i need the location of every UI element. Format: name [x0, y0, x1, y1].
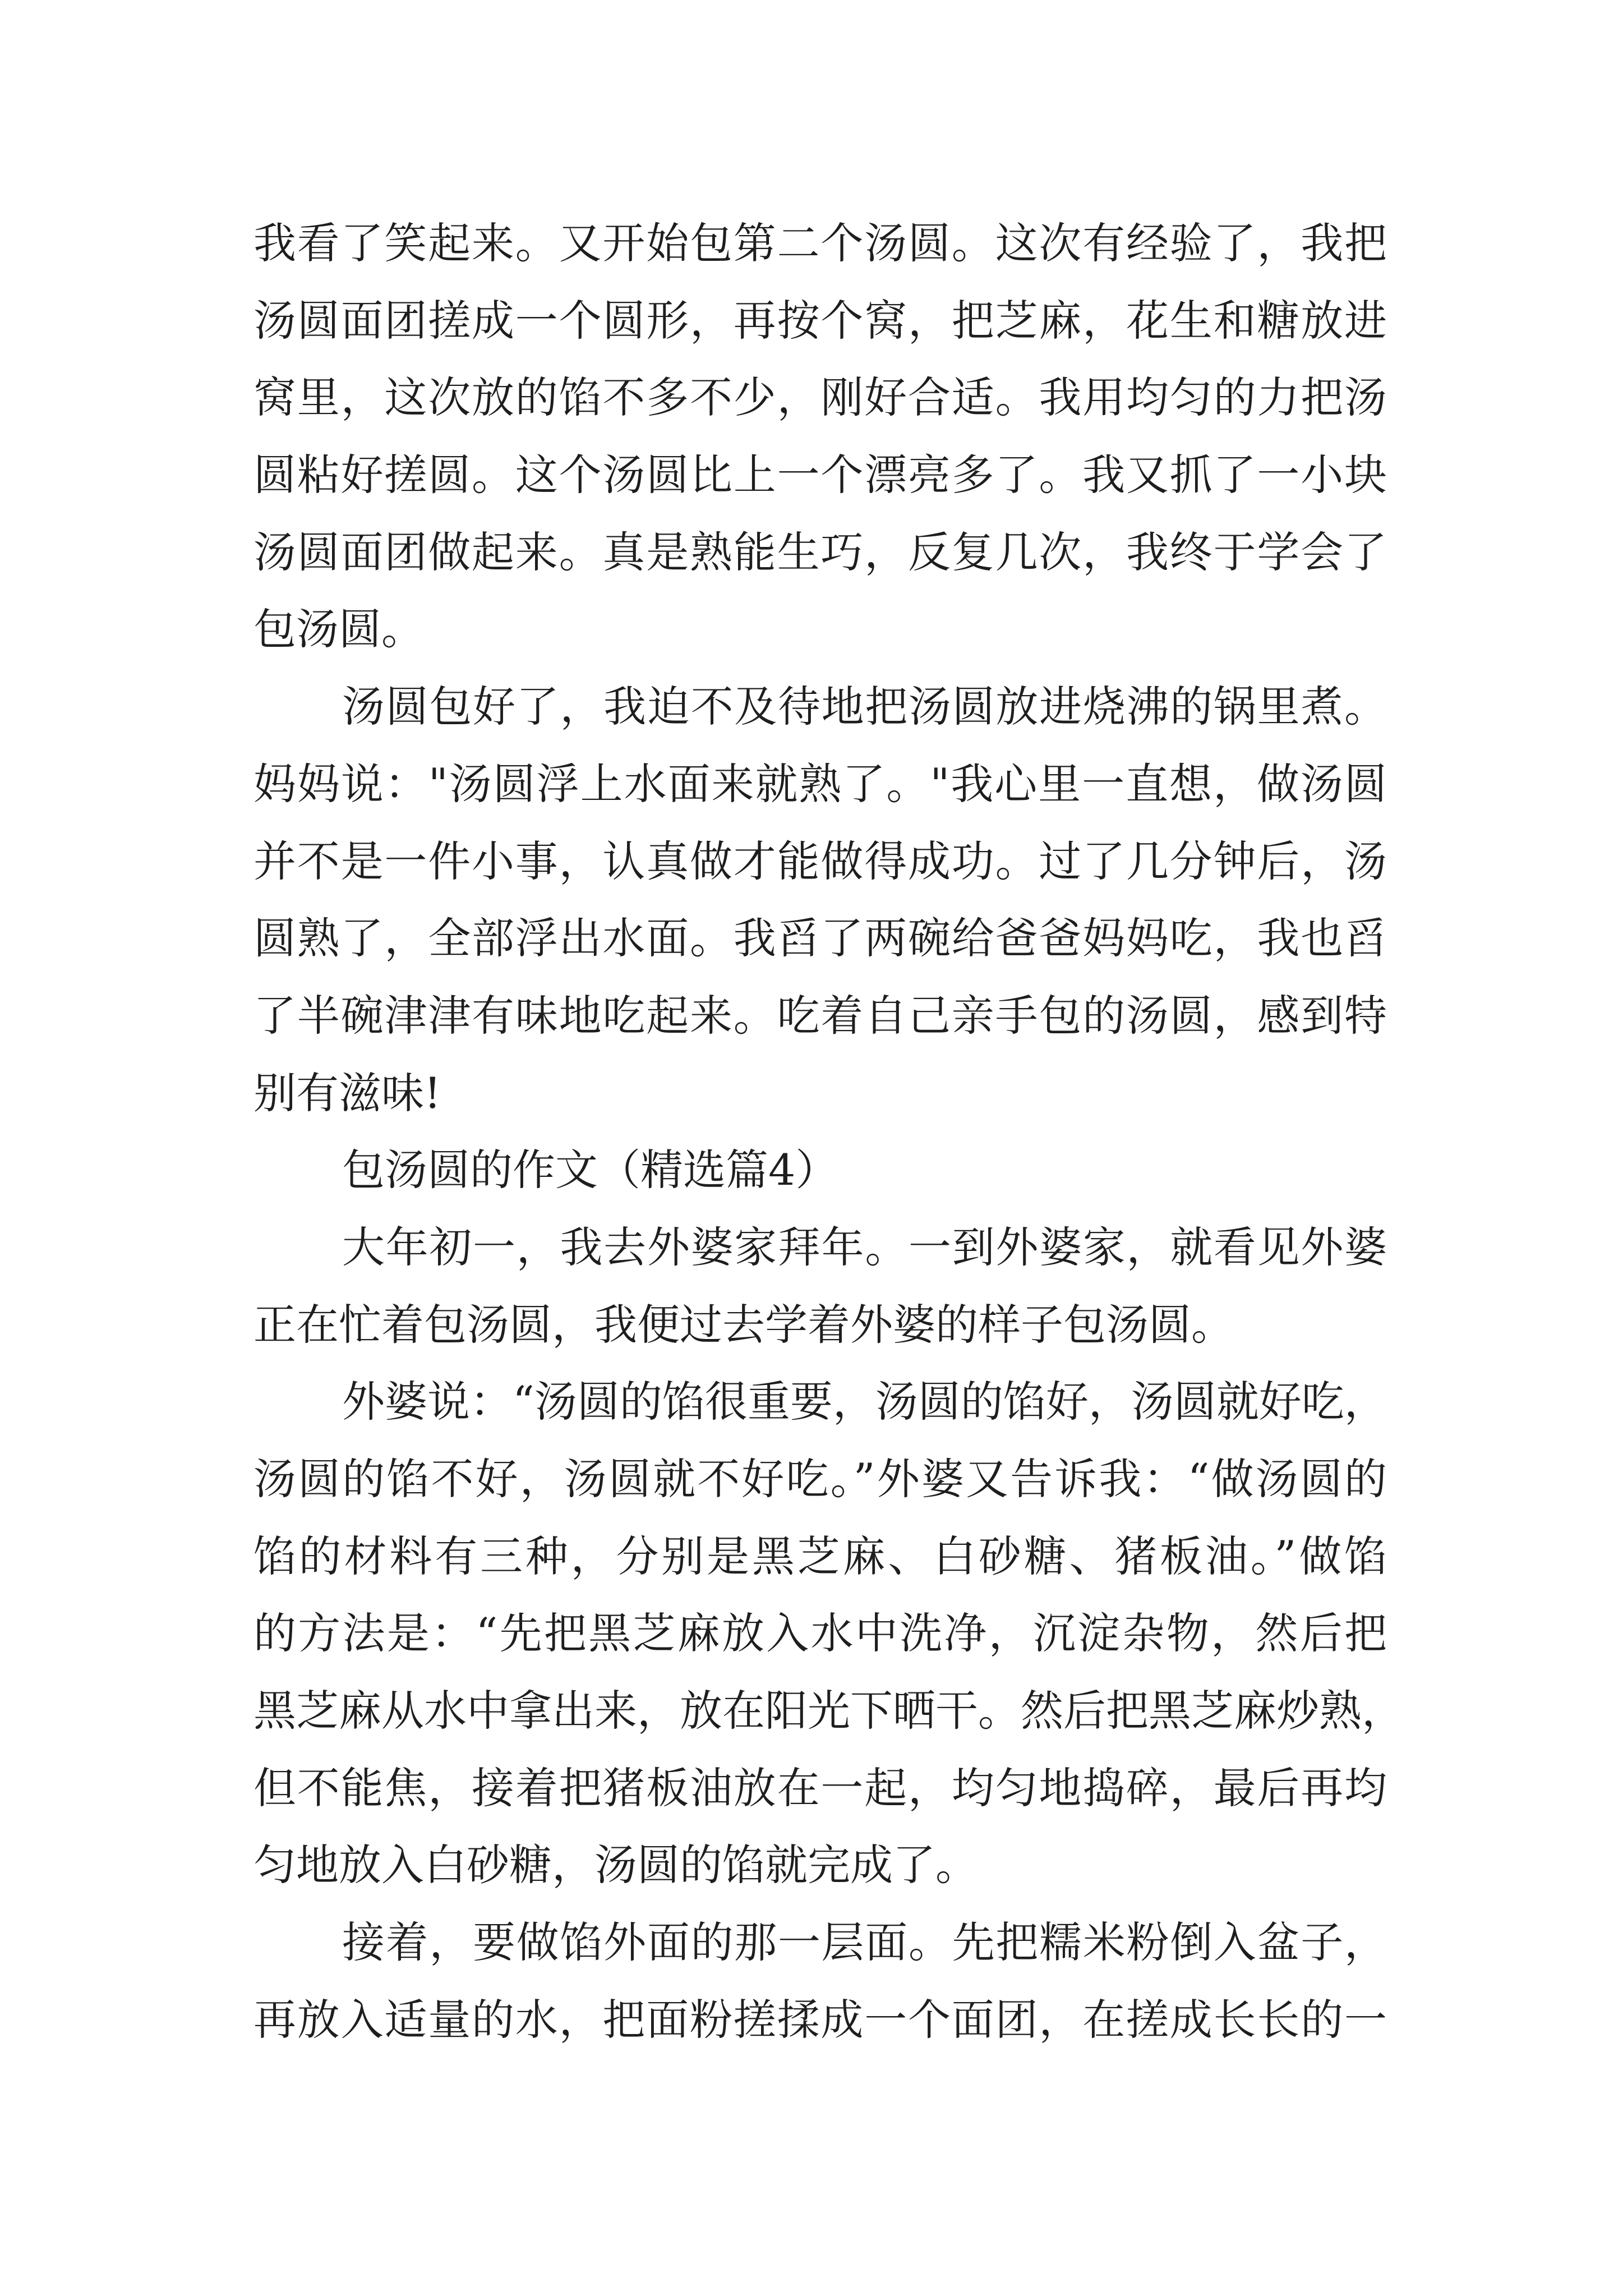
paragraph-4: [253, 1363, 1404, 1904]
text-line: 了半碗津津有味地吃起来。吃着自己亲手包的汤圆，感到特: [253, 990, 1387, 1041]
text-line: 外婆说：“汤圆的馅很重要，汤圆的馅好，汤圆就好吃，: [342, 1377, 1387, 1427]
text-line: 汤圆面团做起来。真是熟能生巧，反复几次，我终于学会了: [253, 527, 1387, 577]
text-line: 但不能焦，接着把猪板油放在一起，均匀地捣碎，最后再均: [253, 1763, 1387, 1813]
text-line: 汤圆包好了，我迫不及待地把汤圆放进烧沸的锅里煮。: [342, 682, 1387, 732]
text-line: 并不是一件小事，认真做才能做得成功。过了几分钟后，汤: [253, 836, 1387, 886]
text-line: 黑芝麻从水中拿出来，放在阳光下晒干。然后把黑芝麻炒熟，: [253, 1686, 1404, 1736]
text-line: 的方法是：“先把黑芝麻放入水中洗净，沉淀杂物，然后把: [253, 1608, 1387, 1659]
text-line: 正在忙着包汤圆，我便过去学着外婆的样子包汤圆。: [253, 1299, 1234, 1350]
text-line: 接着，要做馅外面的那一层面。先把糯米粉倒入盆子，: [342, 1917, 1387, 1968]
text-line: 大年初一，我去外婆家拜年。一到外婆家，就看见外婆: [342, 1222, 1387, 1272]
text-line: 别有滋味!: [253, 1068, 441, 1118]
text-line: 汤圆面团搓成一个圆形，再按个窝，把芝麻，花生和糖放进: [253, 295, 1387, 346]
text-line: 包汤圆。: [253, 604, 424, 655]
paragraph-1: [253, 205, 1387, 668]
paragraph-5: [253, 1904, 1387, 2058]
text-line: 我看了笑起来。又开始包第二个汤圆。这次有经验了，我把: [253, 218, 1387, 268]
text-line: 汤圆的馅不好，汤圆就不好吃。”外婆又告诉我：“做汤圆的: [253, 1454, 1387, 1504]
text-line: 馅的材料有三种，分别是黑芝麻、白砂糖、猪板油。”做馅: [253, 1531, 1387, 1581]
text-line: 妈妈说："汤圆浮上水面来就熟了。"我心里一直想，做汤圆: [253, 758, 1387, 809]
text-line: 窝里，这次放的馅不多不少，刚好合适。我用均匀的力把汤: [253, 372, 1387, 423]
heading-text: 包汤圆的作文（精选篇4）: [342, 1145, 838, 1195]
section-heading: [253, 1131, 1387, 1209]
text-line: 再放入适量的水，把面粉搓揉成一个面团，在搓成长长的一: [253, 1994, 1387, 2045]
text-line: 圆粘好搓圆。这个汤圆比上一个漂亮多了。我又抓了一小块: [253, 450, 1387, 500]
paragraph-3: [253, 1209, 1387, 1363]
paragraph-2: [253, 668, 1387, 1131]
text-line: 匀地放入白砂糖，汤圆的馅就完成了。: [253, 1840, 978, 1890]
text-line: 圆熟了，全部浮出水面。我舀了两碗给爸爸妈妈吃，我也舀: [253, 913, 1387, 964]
document-body: [253, 205, 1404, 2059]
